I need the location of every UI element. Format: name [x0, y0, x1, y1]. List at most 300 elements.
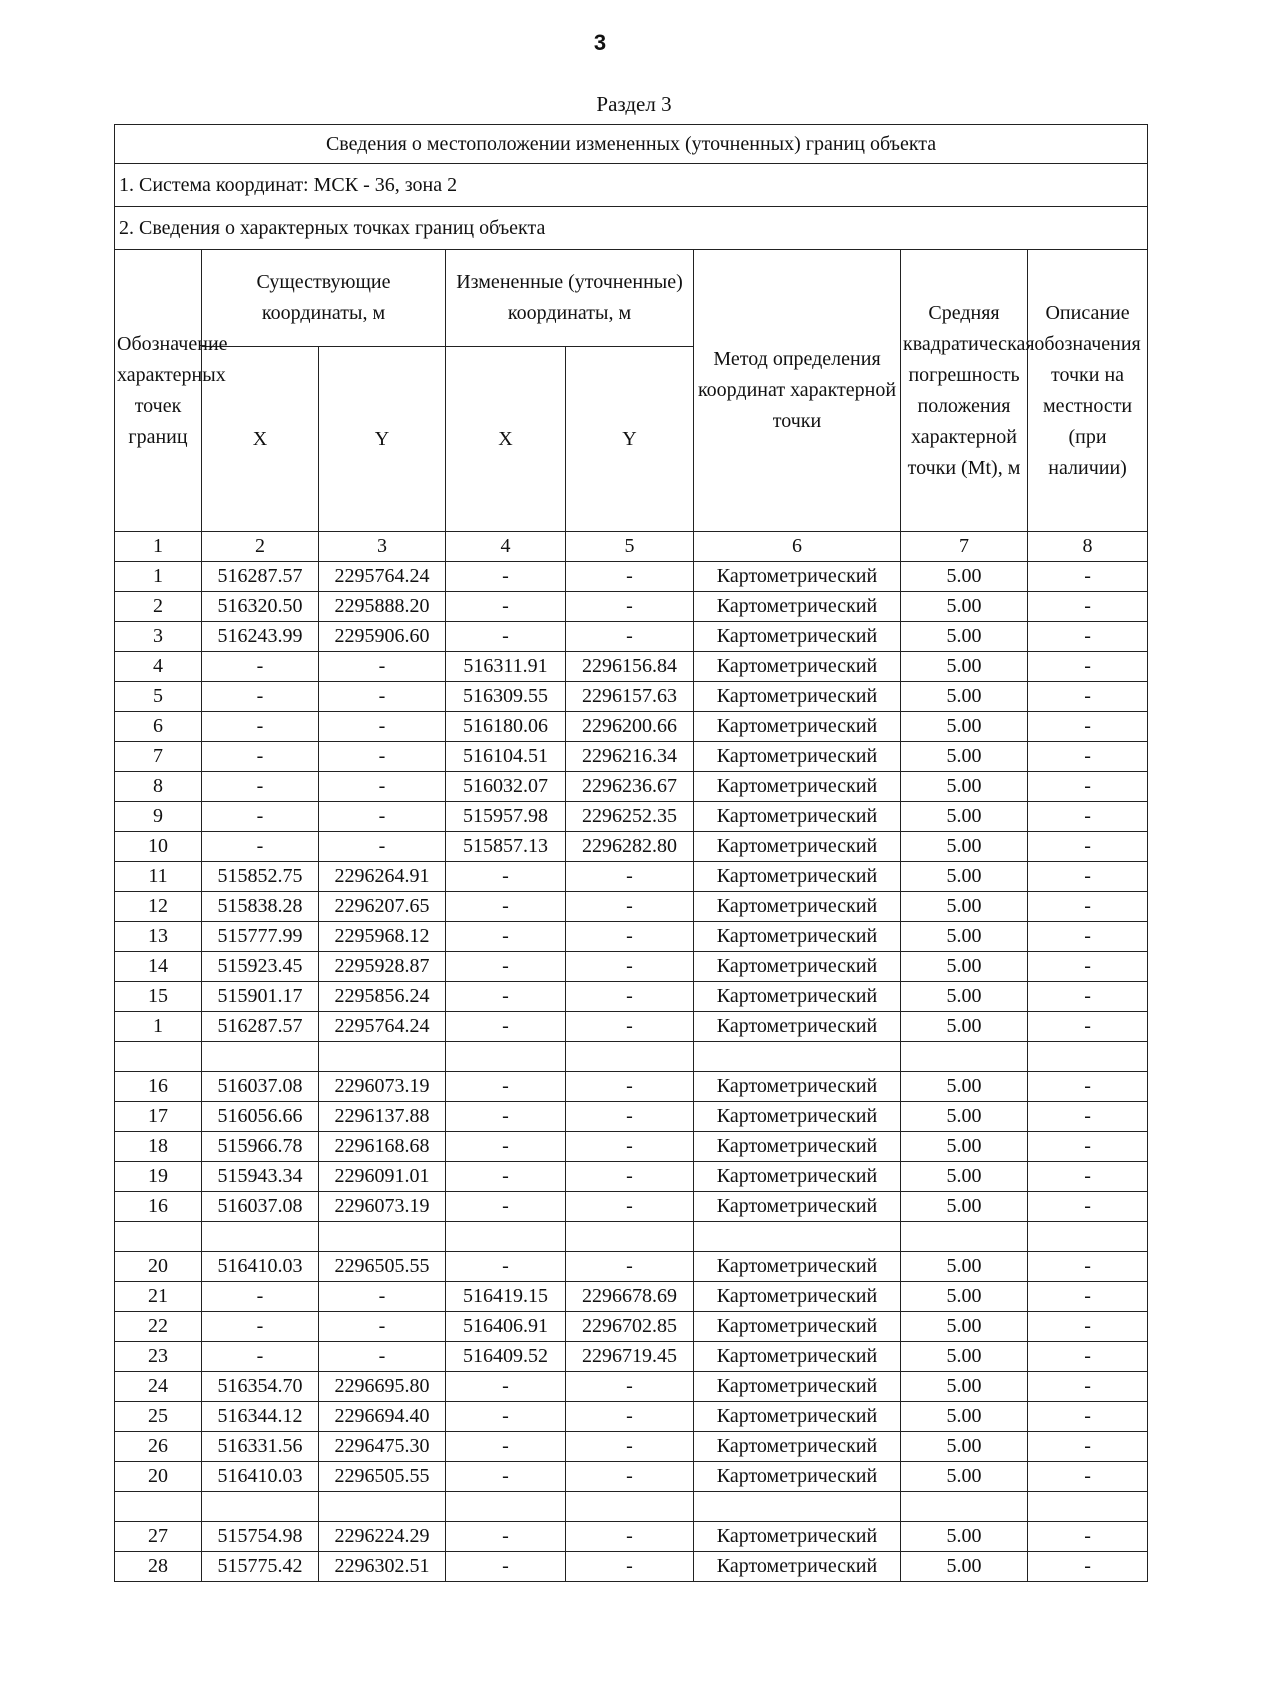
- point-id-cell: 27: [115, 1522, 202, 1552]
- changed-x-cell: 515957.98: [446, 802, 566, 832]
- existing-x-cell: -: [202, 1342, 319, 1372]
- method-cell: Картометрический: [694, 1282, 901, 1312]
- description-cell: -: [1028, 982, 1148, 1012]
- existing-y-cell: -: [319, 772, 446, 802]
- changed-x-cell: -: [446, 952, 566, 982]
- error-cell: 5.00: [901, 1192, 1028, 1222]
- point-id-cell: 20: [115, 1252, 202, 1282]
- existing-x-cell: 516410.03: [202, 1462, 319, 1492]
- changed-x-cell: 516309.55: [446, 682, 566, 712]
- method-cell: Картометрический: [694, 1432, 901, 1462]
- error-cell: 5.00: [901, 1312, 1028, 1342]
- error-cell: 5.00: [901, 862, 1028, 892]
- existing-y-cell: -: [319, 652, 446, 682]
- header-description: Описание обозначения точки на местности (при наличии): [1028, 250, 1148, 532]
- error-cell: 5.00: [901, 1372, 1028, 1402]
- changed-x-cell: -: [446, 1522, 566, 1552]
- changed-x-cell: -: [446, 1192, 566, 1222]
- point-id-cell: 23: [115, 1342, 202, 1372]
- method-cell: Картометрический: [694, 892, 901, 922]
- method-cell: [694, 1492, 901, 1522]
- method-cell: Картометрический: [694, 772, 901, 802]
- existing-y-cell: 2296091.01: [319, 1162, 446, 1192]
- existing-y-cell: 2296505.55: [319, 1462, 446, 1492]
- existing-y-cell: 2295856.24: [319, 982, 446, 1012]
- changed-y-cell: -: [566, 862, 694, 892]
- method-cell: [694, 1222, 901, 1252]
- error-cell: 5.00: [901, 622, 1028, 652]
- existing-y-cell: 2296137.88: [319, 1102, 446, 1132]
- point-id-cell: 3: [115, 622, 202, 652]
- description-cell: -: [1028, 1252, 1148, 1282]
- changed-x-cell: -: [446, 1012, 566, 1042]
- existing-y-cell: -: [319, 802, 446, 832]
- changed-y-cell: -: [566, 1012, 694, 1042]
- point-id-cell: 10: [115, 832, 202, 862]
- error-cell: 5.00: [901, 592, 1028, 622]
- changed-x-cell: -: [446, 1462, 566, 1492]
- point-id-cell: 16: [115, 1192, 202, 1222]
- existing-x-cell: 516243.99: [202, 622, 319, 652]
- existing-y-cell: 2296168.68: [319, 1132, 446, 1162]
- existing-y-cell: 2295764.24: [319, 1012, 446, 1042]
- changed-x-cell: -: [446, 1372, 566, 1402]
- changed-x-cell: 516419.15: [446, 1282, 566, 1312]
- method-cell: Картометрический: [694, 922, 901, 952]
- existing-x-cell: 516287.57: [202, 1012, 319, 1042]
- changed-y-cell: 2296282.80: [566, 832, 694, 862]
- changed-y-cell: -: [566, 1552, 694, 1582]
- changed-x-cell: -: [446, 1162, 566, 1192]
- method-cell: Картометрический: [694, 1552, 901, 1582]
- description-cell: -: [1028, 802, 1148, 832]
- point-id-cell: 25: [115, 1402, 202, 1432]
- changed-y-cell: -: [566, 952, 694, 982]
- changed-y-cell: -: [566, 892, 694, 922]
- table-row: [115, 982, 1148, 1012]
- point-id-cell: 12: [115, 892, 202, 922]
- existing-y-cell: 2296475.30: [319, 1432, 446, 1462]
- method-cell: Картометрический: [694, 652, 901, 682]
- description-cell: -: [1028, 832, 1148, 862]
- existing-y-cell: -: [319, 712, 446, 742]
- method-cell: Картометрический: [694, 592, 901, 622]
- changed-y-cell: 2296157.63: [566, 682, 694, 712]
- table-row: [115, 562, 1148, 592]
- error-cell: 5.00: [901, 712, 1028, 742]
- changed-x-cell: 516409.52: [446, 1342, 566, 1372]
- existing-y-cell: 2296207.65: [319, 892, 446, 922]
- table-row: [115, 802, 1148, 832]
- column-number: 4: [446, 532, 566, 562]
- table-row: [115, 1162, 1148, 1192]
- changed-y-cell: -: [566, 982, 694, 1012]
- changed-y-cell: -: [566, 1432, 694, 1462]
- description-cell: -: [1028, 772, 1148, 802]
- method-cell: Картометрический: [694, 1012, 901, 1042]
- changed-y-cell: -: [566, 1102, 694, 1132]
- point-id-cell: 1: [115, 1012, 202, 1042]
- table-row: [115, 1342, 1148, 1372]
- error-cell: 5.00: [901, 952, 1028, 982]
- table-row: [115, 682, 1148, 712]
- existing-x-cell: -: [202, 1312, 319, 1342]
- table-row: [115, 1252, 1148, 1282]
- error-cell: 5.00: [901, 1162, 1028, 1192]
- existing-x-cell: -: [202, 772, 319, 802]
- method-cell: Картометрический: [694, 712, 901, 742]
- description-cell: -: [1028, 1402, 1148, 1432]
- description-cell: -: [1028, 712, 1148, 742]
- method-cell: Картометрический: [694, 1462, 901, 1492]
- existing-x-cell: -: [202, 802, 319, 832]
- existing-x-cell: 516410.03: [202, 1252, 319, 1282]
- existing-x-cell: 515923.45: [202, 952, 319, 982]
- existing-y-cell: 2296224.29: [319, 1522, 446, 1552]
- point-id-cell: 18: [115, 1132, 202, 1162]
- table-row: [115, 742, 1148, 772]
- table-row: [115, 1462, 1148, 1492]
- boundary-points-table: [114, 124, 1148, 1582]
- method-cell: Картометрический: [694, 1312, 901, 1342]
- changed-x-cell: 516180.06: [446, 712, 566, 742]
- existing-x-cell: -: [202, 652, 319, 682]
- point-id-cell: 16: [115, 1072, 202, 1102]
- changed-y-cell: [566, 1222, 694, 1252]
- table-row: [115, 1192, 1148, 1222]
- error-cell: 5.00: [901, 562, 1028, 592]
- changed-x-cell: -: [446, 922, 566, 952]
- existing-y-cell: 2295968.12: [319, 922, 446, 952]
- description-cell: -: [1028, 862, 1148, 892]
- method-cell: Картометрический: [694, 1132, 901, 1162]
- changed-y-cell: 2296702.85: [566, 1312, 694, 1342]
- point-id-cell: 14: [115, 952, 202, 982]
- existing-x-cell: 515838.28: [202, 892, 319, 922]
- point-id-cell: 22: [115, 1312, 202, 1342]
- existing-y-cell: 2296505.55: [319, 1252, 446, 1282]
- existing-y-cell: -: [319, 832, 446, 862]
- point-id-cell: 11: [115, 862, 202, 892]
- section-title: Раздел 3: [596, 92, 672, 116]
- changed-y-cell: -: [566, 1522, 694, 1552]
- method-cell: Картометрический: [694, 862, 901, 892]
- point-id-cell: 21: [115, 1282, 202, 1312]
- changed-x-cell: -: [446, 1252, 566, 1282]
- description-cell: [1028, 1492, 1148, 1522]
- description-cell: -: [1028, 592, 1148, 622]
- changed-x-cell: -: [446, 562, 566, 592]
- existing-x-cell: -: [202, 832, 319, 862]
- changed-y-cell: 2296678.69: [566, 1282, 694, 1312]
- error-cell: 5.00: [901, 1012, 1028, 1042]
- changed-x-cell: 516406.91: [446, 1312, 566, 1342]
- changed-x-cell: [446, 1222, 566, 1252]
- error-cell: 5.00: [901, 1102, 1028, 1132]
- method-cell: Картометрический: [694, 1402, 901, 1432]
- point-id-cell: [115, 1042, 202, 1072]
- table-row: [115, 1222, 1148, 1252]
- existing-y-cell: 2296073.19: [319, 1192, 446, 1222]
- point-id-cell: 20: [115, 1462, 202, 1492]
- existing-x-cell: 515754.98: [202, 1522, 319, 1552]
- header-changed-y: Y: [566, 347, 694, 532]
- changed-y-cell: -: [566, 1402, 694, 1432]
- changed-y-cell: 2296236.67: [566, 772, 694, 802]
- changed-y-cell: [566, 1492, 694, 1522]
- changed-y-cell: -: [566, 1252, 694, 1282]
- header-changed-coords: Измененные (уточненные) координаты, м: [446, 250, 694, 347]
- table-row: [115, 1102, 1148, 1132]
- error-cell: 5.00: [901, 802, 1028, 832]
- existing-y-cell: 2295888.20: [319, 592, 446, 622]
- table-row: [115, 1072, 1148, 1102]
- column-number: 3: [319, 532, 446, 562]
- header-existing-x: X: [202, 347, 319, 532]
- table-title: Сведения о местоположении измененных (уточненных) границ объекта: [115, 125, 1148, 164]
- existing-y-cell: -: [319, 1342, 446, 1372]
- changed-y-cell: -: [566, 1072, 694, 1102]
- table-row: [115, 622, 1148, 652]
- description-cell: [1028, 1222, 1148, 1252]
- column-number-row: [115, 532, 1148, 562]
- description-cell: -: [1028, 742, 1148, 772]
- changed-x-cell: 515857.13: [446, 832, 566, 862]
- changed-y-cell: -: [566, 1372, 694, 1402]
- point-id-cell: 5: [115, 682, 202, 712]
- column-number: 7: [901, 532, 1028, 562]
- point-id-cell: 4: [115, 652, 202, 682]
- header-changed-x: X: [446, 347, 566, 532]
- table-row: [115, 1042, 1148, 1072]
- changed-x-cell: -: [446, 622, 566, 652]
- changed-x-cell: -: [446, 982, 566, 1012]
- table-row: [115, 1282, 1148, 1312]
- existing-x-cell: 515775.42: [202, 1552, 319, 1582]
- existing-y-cell: 2295928.87: [319, 952, 446, 982]
- existing-x-cell: 515966.78: [202, 1132, 319, 1162]
- column-number: 8: [1028, 532, 1148, 562]
- point-id-cell: 8: [115, 772, 202, 802]
- existing-x-cell: 516320.50: [202, 592, 319, 622]
- existing-y-cell: 2295906.60: [319, 622, 446, 652]
- description-cell: -: [1028, 1552, 1148, 1582]
- method-cell: Картометрический: [694, 1162, 901, 1192]
- existing-x-cell: [202, 1042, 319, 1072]
- changed-x-cell: -: [446, 892, 566, 922]
- existing-x-cell: -: [202, 1282, 319, 1312]
- error-cell: [901, 1222, 1028, 1252]
- description-cell: -: [1028, 922, 1148, 952]
- description-cell: -: [1028, 1462, 1148, 1492]
- error-cell: 5.00: [901, 892, 1028, 922]
- existing-y-cell: [319, 1492, 446, 1522]
- header-existing-coords: Существующие координаты, м: [202, 250, 446, 347]
- existing-y-cell: 2296264.91: [319, 862, 446, 892]
- table-row: [115, 1402, 1148, 1432]
- changed-y-cell: -: [566, 622, 694, 652]
- method-cell: [694, 1042, 901, 1072]
- method-cell: Картометрический: [694, 682, 901, 712]
- changed-x-cell: -: [446, 1132, 566, 1162]
- error-cell: 5.00: [901, 1252, 1028, 1282]
- changed-y-cell: 2296252.35: [566, 802, 694, 832]
- existing-y-cell: 2296302.51: [319, 1552, 446, 1582]
- point-id-cell: [115, 1222, 202, 1252]
- changed-x-cell: 516104.51: [446, 742, 566, 772]
- error-cell: 5.00: [901, 1462, 1028, 1492]
- point-id-cell: 15: [115, 982, 202, 1012]
- method-cell: Картометрический: [694, 982, 901, 1012]
- method-cell: Картометрический: [694, 622, 901, 652]
- column-number: 6: [694, 532, 901, 562]
- changed-x-cell: -: [446, 1102, 566, 1132]
- error-cell: 5.00: [901, 1402, 1028, 1432]
- table-row: [115, 952, 1148, 982]
- existing-x-cell: 516037.08: [202, 1192, 319, 1222]
- method-cell: Картометрический: [694, 1192, 901, 1222]
- method-cell: Картометрический: [694, 952, 901, 982]
- changed-y-cell: -: [566, 1162, 694, 1192]
- existing-y-cell: 2296695.80: [319, 1372, 446, 1402]
- changed-x-cell: [446, 1042, 566, 1072]
- point-id-cell: 24: [115, 1372, 202, 1402]
- changed-y-cell: -: [566, 922, 694, 952]
- error-cell: 5.00: [901, 652, 1028, 682]
- point-id-cell: 17: [115, 1102, 202, 1132]
- existing-x-cell: [202, 1222, 319, 1252]
- method-cell: Картометрический: [694, 832, 901, 862]
- existing-x-cell: 516344.12: [202, 1402, 319, 1432]
- point-id-cell: 26: [115, 1432, 202, 1462]
- existing-x-cell: 516354.70: [202, 1372, 319, 1402]
- error-cell: 5.00: [901, 1072, 1028, 1102]
- description-cell: -: [1028, 1312, 1148, 1342]
- description-cell: -: [1028, 562, 1148, 592]
- description-cell: -: [1028, 1162, 1148, 1192]
- page-number: 3: [593, 30, 607, 55]
- table-row: [115, 592, 1148, 622]
- error-cell: [901, 1492, 1028, 1522]
- existing-x-cell: 516037.08: [202, 1072, 319, 1102]
- description-cell: -: [1028, 682, 1148, 712]
- changed-y-cell: -: [566, 1192, 694, 1222]
- point-id-cell: 19: [115, 1162, 202, 1192]
- method-cell: Картометрический: [694, 562, 901, 592]
- error-cell: 5.00: [901, 1282, 1028, 1312]
- table-row: [115, 1492, 1148, 1522]
- existing-y-cell: 2295764.24: [319, 562, 446, 592]
- error-cell: 5.00: [901, 1432, 1028, 1462]
- changed-x-cell: 516032.07: [446, 772, 566, 802]
- table-row: [115, 862, 1148, 892]
- existing-y-cell: -: [319, 742, 446, 772]
- changed-x-cell: 516311.91: [446, 652, 566, 682]
- method-cell: Картометрический: [694, 1072, 901, 1102]
- description-cell: -: [1028, 1012, 1148, 1042]
- error-cell: 5.00: [901, 922, 1028, 952]
- point-id-cell: 28: [115, 1552, 202, 1582]
- header-existing-y: Y: [319, 347, 446, 532]
- existing-y-cell: -: [319, 1282, 446, 1312]
- existing-x-cell: 516056.66: [202, 1102, 319, 1132]
- method-cell: Картометрический: [694, 802, 901, 832]
- table-row: [115, 1552, 1148, 1582]
- existing-x-cell: 515852.75: [202, 862, 319, 892]
- existing-y-cell: 2296694.40: [319, 1402, 446, 1432]
- method-cell: Картометрический: [694, 1522, 901, 1552]
- existing-x-cell: 515777.99: [202, 922, 319, 952]
- column-number: 5: [566, 532, 694, 562]
- error-cell: 5.00: [901, 982, 1028, 1012]
- method-cell: Картометрический: [694, 742, 901, 772]
- description-cell: -: [1028, 1372, 1148, 1402]
- error-cell: 5.00: [901, 682, 1028, 712]
- column-number: 2: [202, 532, 319, 562]
- point-id-cell: [115, 1492, 202, 1522]
- coordinate-system: 1. Система координат: МСК - 36, зона 2: [115, 164, 1148, 207]
- changed-x-cell: -: [446, 1072, 566, 1102]
- point-id-cell: 2: [115, 592, 202, 622]
- error-cell: 5.00: [901, 1132, 1028, 1162]
- description-cell: -: [1028, 1102, 1148, 1132]
- existing-y-cell: [319, 1042, 446, 1072]
- table-row: [115, 1372, 1148, 1402]
- description-cell: -: [1028, 892, 1148, 922]
- changed-y-cell: -: [566, 592, 694, 622]
- changed-x-cell: -: [446, 1432, 566, 1462]
- header-method: Метод определения координат характерной точки: [694, 250, 901, 532]
- error-cell: 5.00: [901, 772, 1028, 802]
- method-cell: Картометрический: [694, 1252, 901, 1282]
- description-cell: [1028, 1042, 1148, 1072]
- existing-x-cell: 515943.34: [202, 1162, 319, 1192]
- existing-y-cell: [319, 1222, 446, 1252]
- table-row: [115, 1012, 1148, 1042]
- changed-y-cell: -: [566, 1132, 694, 1162]
- existing-x-cell: -: [202, 712, 319, 742]
- changed-y-cell: -: [566, 1462, 694, 1492]
- error-cell: 5.00: [901, 1522, 1028, 1552]
- method-cell: Картометрический: [694, 1102, 901, 1132]
- table-row: [115, 1432, 1148, 1462]
- point-id-cell: 13: [115, 922, 202, 952]
- error-cell: 5.00: [901, 832, 1028, 862]
- existing-y-cell: -: [319, 1312, 446, 1342]
- table-row: [115, 772, 1148, 802]
- changed-y-cell: 2296216.34: [566, 742, 694, 772]
- changed-x-cell: -: [446, 592, 566, 622]
- table-row: [115, 1522, 1148, 1552]
- point-id-cell: 6: [115, 712, 202, 742]
- changed-y-cell: 2296200.66: [566, 712, 694, 742]
- existing-y-cell: -: [319, 682, 446, 712]
- existing-x-cell: 516331.56: [202, 1432, 319, 1462]
- table-row: [115, 892, 1148, 922]
- description-cell: -: [1028, 952, 1148, 982]
- description-cell: -: [1028, 1192, 1148, 1222]
- description-cell: -: [1028, 1522, 1148, 1552]
- existing-x-cell: -: [202, 742, 319, 772]
- changed-x-cell: -: [446, 862, 566, 892]
- changed-x-cell: [446, 1492, 566, 1522]
- error-cell: [901, 1042, 1028, 1072]
- changed-x-cell: -: [446, 1402, 566, 1432]
- description-cell: -: [1028, 1342, 1148, 1372]
- header-designation: Обозначение характерных точек границ: [115, 250, 202, 532]
- table-row: [115, 832, 1148, 862]
- changed-y-cell: -: [566, 562, 694, 592]
